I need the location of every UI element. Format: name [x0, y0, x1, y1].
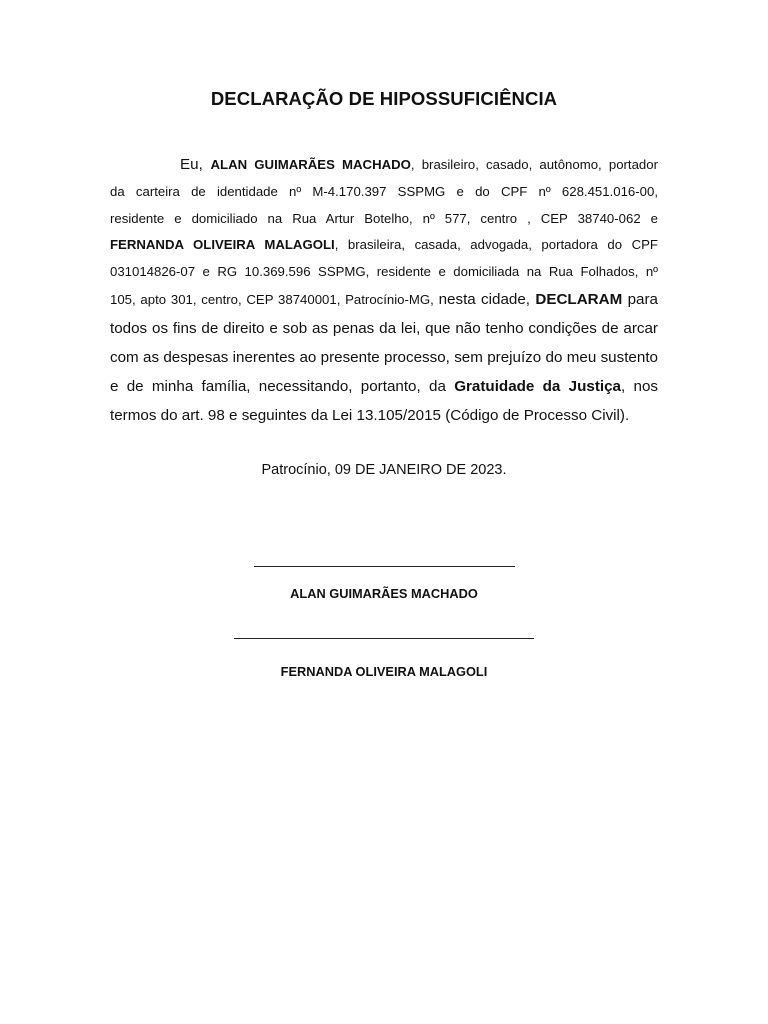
text-segment: , brasileira, casada, advogada, portadora do CPF [334, 237, 658, 252]
paragraph-line-1 [110, 150, 658, 179]
paragraph-line-9 [110, 372, 658, 401]
paragraph-line-3: residente e domiciliado na Rua Artur Botelho, nº 577, centro , CEP 38740-062 e [110, 210, 658, 226]
text-segment: para [622, 291, 658, 308]
signature-line-1 [254, 566, 515, 567]
text-segment: nesta cidade, [438, 291, 536, 308]
signatory-name-2: FERNANDA OLIVEIRA MALAGOLI [280, 664, 488, 679]
paragraph-line-6 [110, 285, 658, 314]
paragraph-line-8: com as despesas inerentes ao presente processo, sem prejuízo do meu sustento [110, 349, 658, 366]
declarant-name-1: ALAN GUIMARÃES MACHADO [210, 157, 411, 172]
text-segment: e de minha família, necessitando, portanto, da [110, 378, 455, 395]
declaration-paragraph [110, 150, 658, 430]
text-segment: 105, apto 301, centro, CEP 38740001, Patrocínio-MG, [110, 292, 439, 307]
gratuidade-keyword: Gratuidade da Justiça [454, 378, 621, 395]
document-title: DECLARAÇÃO DE HIPOSSUFICIÊNCIA [210, 88, 558, 109]
paragraph-line-4 [110, 232, 658, 259]
signatory-name-1: ALAN GUIMARÃES MACHADO [290, 586, 478, 601]
declaram-keyword: DECLARAM [535, 291, 623, 308]
text-eu: Eu, [180, 156, 211, 173]
paragraph-line-10: termos do art. 98 e seguintes da Lei 13.105/2015 (Código de Processo Civil). [110, 407, 630, 424]
paragraph-line-7: todos os fins de direito e sob as penas da lei, que não tenho condições de arcar [110, 320, 658, 337]
place-and-date: Patrocínio, 09 DE JANEIRO DE 2023. [261, 462, 507, 478]
signature-line-2 [234, 638, 534, 639]
text-segment: , brasileiro, casado, autônomo, portador [410, 157, 658, 172]
paragraph-line-2: da carteira de identidade nº M-4.170.397 SSPMG e do CPF nº 628.451.016-00, [110, 184, 658, 199]
declarant-name-2: FERNANDA OLIVEIRA MALAGOLI [110, 237, 335, 252]
paragraph-line-5: 031014826-07 e RG 10.369.596 SSPMG, residente e domiciliada na Rua Folhados, nº [110, 263, 658, 279]
text-segment: , nos [621, 378, 658, 395]
